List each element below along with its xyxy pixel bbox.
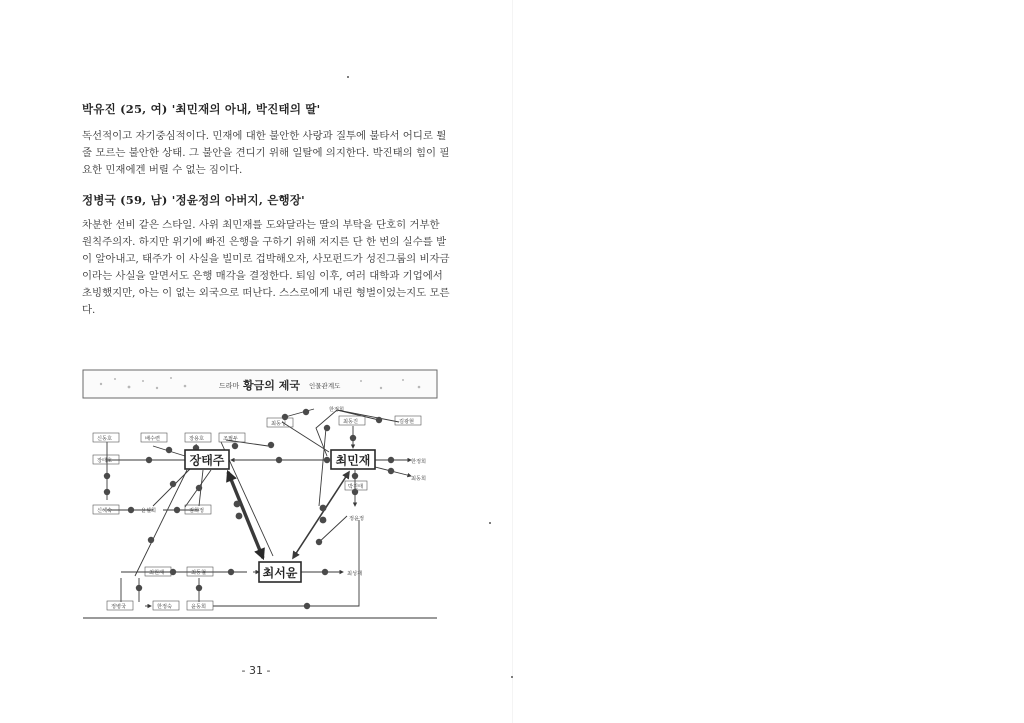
relation-node [128,507,134,513]
relation-node [228,569,234,575]
banner-prefix: 드라마 [219,382,240,390]
relation-node [304,603,310,609]
character-label: 한정희 [329,407,345,413]
relation-line [319,428,326,506]
relation-node [234,501,241,508]
paragraph-line: 초빙했지만, 아는 이 없는 외국으로 떠난다. 스스로에게 내린 형벌이었는지도 모른 [82,287,450,299]
main-character-right [331,450,375,469]
relation-node [388,457,394,463]
character-label: 김광현 [399,419,415,425]
character-label: 최원재 [149,570,165,576]
relation-node [276,457,282,463]
paragraph-line: 다. [82,304,96,316]
relation-node [148,537,154,543]
relation-node [320,505,327,512]
paragraph-line: 줄 모르는 불안한 상태. 그 불안을 견디기 위해 일탈에 의지한다. 박진태의 힘이 필 [82,147,450,159]
relation-node [352,473,358,479]
character-label: 한정숙 [157,604,173,610]
character-label: 최성재 [347,571,363,577]
paragraph-line: 원칙주의자. 하지만 위기에 빠진 은행을 구하기 위해 저지른 단 한 번의 실수를 발 [82,236,447,248]
relation-node [104,489,110,495]
character-label: 한정희 [411,459,427,465]
paragraph-line: 독선적이고 자기중심적이다. 민재에 대한 불안한 사랑과 질투에 불타서 어디로 튈 [82,130,447,142]
scan-speck [347,76,349,78]
relation-node [324,457,330,463]
character-label: 정윤정 [349,516,365,522]
relation-node [303,409,309,415]
relation-node [136,585,142,591]
page-fold [512,0,513,723]
relation-node [388,468,394,474]
character-label: 김희정 [189,508,205,514]
main-character-left [185,450,229,469]
section-heading: 정병국 (59, 남) '정윤정의 아버지, 은행장' [82,193,305,207]
relation-node [146,457,152,463]
banner-suffix: 인물관계도 [309,382,341,390]
relation-node [174,507,180,513]
relation-node [196,485,202,491]
relation-node [376,417,382,423]
character-label: 최동진 [343,419,359,425]
character-label: 최동성 [271,421,287,427]
main-character-name: 최민재 [335,453,371,468]
paragraph-line: 이라는 사실을 알면서도 은행 매각을 결정한다. 퇴임 이후, 여러 대학과 기업에서 [82,270,443,282]
character-label: 장용호 [189,436,205,442]
character-label: 조필두 [223,436,239,442]
relation-node [350,435,356,441]
main-character-name: 최서윤 [262,566,298,580]
relation-node [268,442,274,448]
relation-line [285,409,314,417]
paragraph-line: 차분한 선비 같은 스타일. 사위 최민재를 도와달라는 딸의 부탁을 단호히 거부한 [82,219,440,231]
character-label: 최동철 [191,570,207,576]
page-number: - 31 - [241,664,271,677]
relation-node [232,443,238,449]
relation-arrow-bold [228,472,263,558]
character-label: 윤설희 [141,508,157,514]
paragraph-line: 요한 민재에겐 버릴 수 없는 짐이다. [82,164,243,176]
relation-node [324,425,330,431]
relation-node [320,517,327,524]
character-label: 장태호 [97,458,113,464]
character-label: 신혜숙 [97,508,113,514]
character-label: 정병국 [111,604,127,610]
relation-node [196,585,202,591]
relation-node [170,481,176,487]
scan-speck [489,522,491,524]
paragraph-line: 이 알아내고, 태주가 이 사실을 빌미로 겁박해오자, 사모펀드가 성진그룹의 비자금 [82,253,450,265]
relationship-diagram [81,366,439,624]
relation-node [166,447,172,453]
relation-node [104,473,110,479]
main-character-name: 장태주 [189,453,225,468]
relation-line [135,470,187,576]
section-heading: 박유진 (25, 여) '최민재의 아내, 박진태의 딸' [82,102,321,116]
section-paragraph [82,217,450,319]
character-label: 박진태 [348,484,364,490]
relation-node [236,513,243,520]
relation-line [282,422,329,452]
section-paragraph [82,128,450,179]
relation-node [322,569,328,575]
relation-node [316,539,322,545]
character-label: 배수련 [145,436,161,442]
relation-node [282,414,288,420]
character-label: 윤동희 [191,604,207,610]
diagram-title: 황금의 제국 [243,379,300,392]
character-label: 신동호 [97,436,113,442]
main-character-bottom [259,562,301,582]
character-label: 최동희 [411,476,427,482]
